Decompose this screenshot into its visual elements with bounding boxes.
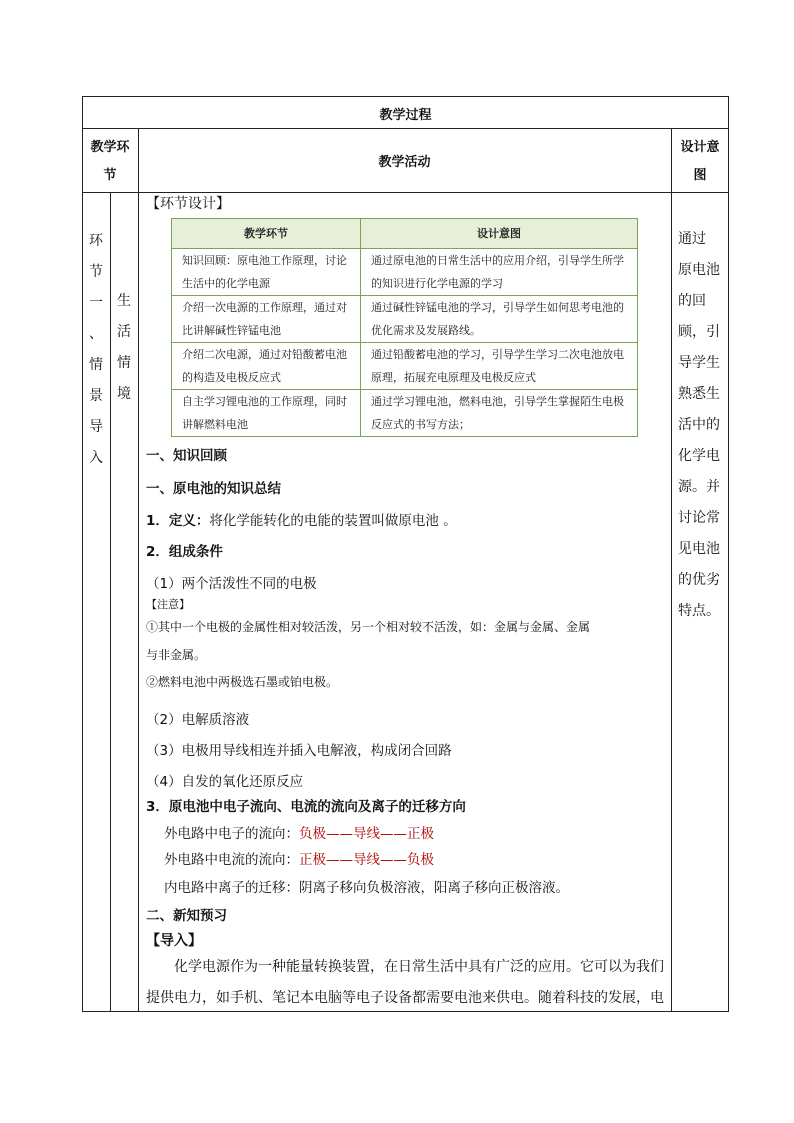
design-table-cell: 自主学习锂电池的工作原理，同时讲解燃料电池 (172, 390, 361, 437)
definition-number: 1． (146, 513, 169, 529)
table-bottom-border (82, 1011, 729, 1012)
activity-col-left (138, 192, 139, 1011)
intent-line: 通过 (678, 231, 706, 247)
intent-line: 的优劣 (678, 572, 720, 588)
note-1-line-a: ①其中一个电极的金属性相对较活泼，另一个相对较不活泼，如：金属与金属、金属 (146, 620, 591, 634)
conditions-heading (146, 540, 223, 560)
definition-line (146, 509, 457, 529)
design-table-cell: 通过碱性锌锰电池的学习，引导学生如何思考电池的优化需求及发展路线。 (361, 296, 638, 343)
condition-2: （2）电解质溶液 (146, 712, 250, 728)
electron-flow-line (164, 822, 434, 842)
design-table-cell: 通过原电池的日常生活中的应用介绍，引导学生所学的知识进行化学电源的学习 (361, 249, 638, 296)
title-row-divider (82, 128, 729, 129)
sub-stage-char: 情 (117, 355, 131, 371)
note-1-line-b: 与非金属。 (146, 648, 207, 662)
design-table-row (172, 249, 638, 296)
table-right-border (728, 96, 729, 1011)
header-stage: 教学环节 (90, 140, 130, 183)
intent-line: 活中的 (678, 417, 720, 433)
sub-stage-char: 活 (117, 324, 131, 340)
heading-review: 一、知识回顾 (146, 448, 227, 464)
stage-char: 导 (89, 419, 103, 435)
design-intent-text (678, 224, 726, 627)
stage-char: 入 (89, 450, 103, 466)
intro-label: 【导入】 (146, 933, 202, 949)
note-label: 【注意】 (146, 598, 190, 611)
header-activity: 教学活动 (378, 155, 431, 170)
intent-line: 源。并 (678, 479, 720, 495)
intent-line: 熟悉生 (678, 386, 720, 402)
design-table-header-cell: 设计意图 (361, 219, 638, 249)
intent-line: 特点。 (678, 603, 720, 619)
flow-title: 3．原电池中电子流向、电流的流向及离子的迁移方向 (146, 799, 466, 815)
note-2: ②燃料电池中两极选石墨或铂电极。 (146, 675, 339, 689)
table-top-border (82, 96, 729, 97)
sub-stage-char: 生 (117, 293, 131, 309)
condition-3: （3）电极用导线相连并插入电解液，构成闭合回路 (146, 743, 452, 759)
design-table-cell: 通过铅酸蓄电池的学习，引导学生学习二次电池放电原理，拓展充电原理及电极反应式 (361, 343, 638, 390)
electron-flow-label: 外电路中电子的流向： (164, 826, 299, 842)
stage-char: 、 (89, 326, 103, 342)
stage-label (82, 226, 110, 474)
sub-stage-label (110, 286, 138, 410)
stage-char: 环 (89, 233, 103, 249)
intent-line: 化学电 (678, 448, 720, 464)
condition-4: （4）自发的氧化还原反应 (146, 774, 304, 790)
condition-1: （1）两个活泼性不同的电极 (146, 576, 317, 592)
header-intent: 设计意图 (680, 140, 720, 183)
conditions-number: 2． (146, 544, 169, 560)
design-table-header (172, 219, 638, 249)
intent-col-divider (671, 128, 672, 1011)
heading-preview: 二、新知预习 (146, 908, 227, 924)
definition-text: 将化学能转化的电能的装置叫做原电池 。 (209, 513, 457, 529)
stage-char: 情 (89, 357, 103, 373)
design-table (171, 218, 638, 437)
sub-stage-char: 境 (117, 386, 131, 402)
heading-summary: 一、原电池的知识总结 (146, 481, 281, 497)
intent-line: 见电池 (678, 541, 720, 557)
design-table-header-cell: 教学环节 (172, 219, 361, 249)
intent-line: 导学生 (678, 355, 720, 371)
electron-flow-path: 负极——导线——正极 (299, 826, 434, 842)
design-table-cell: 通过学习锂电池，燃料电池，引导学生掌握陌生电极反应式的书写方法； (361, 390, 638, 437)
design-table-cell: 介绍二次电源，通过对铅酸蓄电池的构造及电极反应式 (172, 343, 361, 390)
design-table-row (172, 343, 638, 390)
intent-line: 原电池 (678, 262, 720, 278)
current-flow-path: 正极——导线——负极 (299, 852, 434, 868)
table-title: 教学过程 (379, 108, 432, 123)
design-table-cell: 介绍一次电源的工作原理，通过对比讲解碱性锌锰电池 (172, 296, 361, 343)
intent-line: 讨论常 (678, 510, 720, 526)
intro-paragraph (146, 952, 666, 1010)
intent-line: 的回 (678, 293, 706, 309)
ion-migration-line: 内电路中离子的迁移：阴离子移向负极溶液，阳离子移向正极溶液。 (164, 880, 569, 896)
stage-char: 一 (89, 295, 103, 311)
intro-text: 化学电源作为一种能量转换装置，在日常生活中具有广泛的应用。它可以为我们提供电力，如手机、笔记本电脑等电子设备都需要电池来供电。随着科技的发展，电 (146, 959, 664, 1006)
intent-line: 顾，引 (678, 324, 720, 340)
stage-char: 景 (89, 388, 103, 404)
stage-char: 节 (89, 264, 103, 280)
design-table-row (172, 296, 638, 343)
design-table-row (172, 390, 638, 437)
current-flow-label: 外电路中电流的流向： (164, 852, 299, 868)
section-design-heading: 【环节设计】 (146, 196, 230, 212)
definition-label: 定义： (168, 513, 210, 529)
design-table-cell: 知识回顾：原电池工作原理，讨论生活中的化学电源 (172, 249, 361, 296)
current-flow-line (164, 848, 434, 868)
conditions-label: 组成条件 (168, 544, 223, 560)
